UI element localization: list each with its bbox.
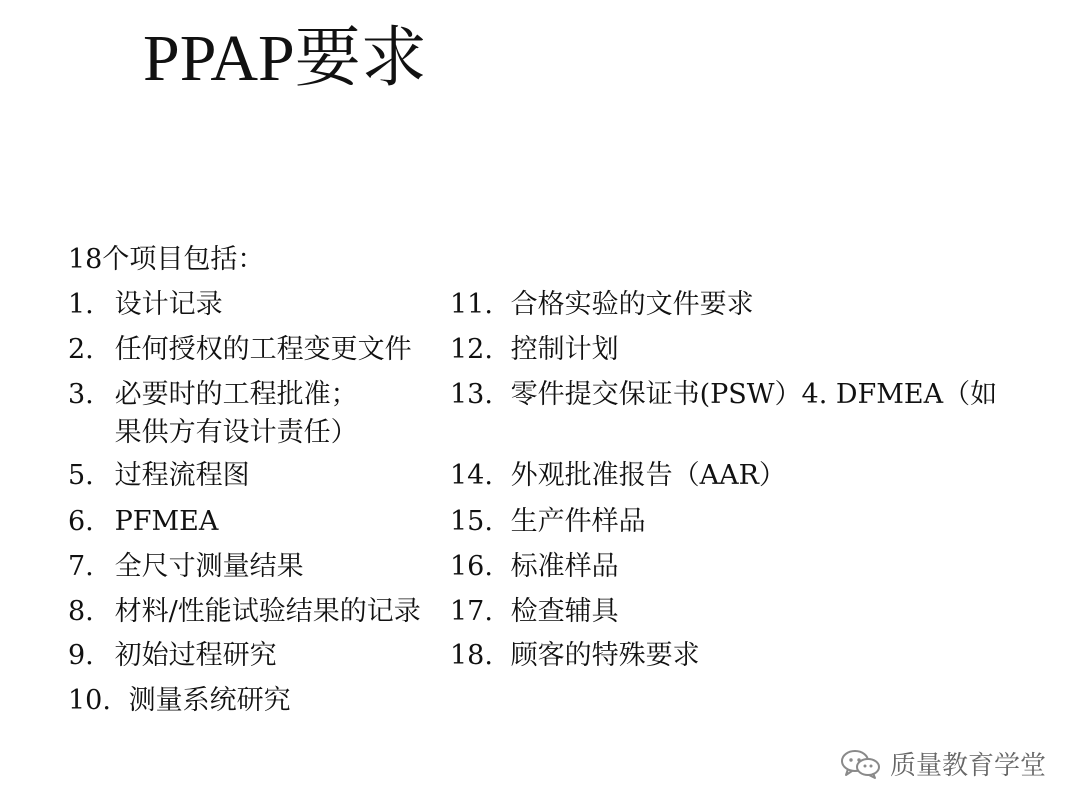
list-item <box>450 460 786 492</box>
item-text: PFMEA <box>114 506 219 537</box>
list-item <box>68 685 291 717</box>
list-item <box>450 551 619 583</box>
list-item-continuation <box>68 417 358 449</box>
item-number: 8. <box>68 596 94 627</box>
item-text: 测量系统研究 <box>128 685 291 716</box>
item-text: 外观批准报告（AAR） <box>510 460 786 491</box>
item-text: 标准样品 <box>510 551 619 582</box>
item-number: 14. <box>450 460 493 491</box>
list-item <box>450 506 646 538</box>
item-text: 过程流程图 <box>114 460 250 491</box>
item-text: 初始过程研究 <box>114 640 277 671</box>
list-item <box>68 640 277 672</box>
item-number: 12. <box>450 334 493 365</box>
list-item <box>68 334 412 366</box>
item-number: 17. <box>450 596 493 627</box>
list-item <box>68 460 250 492</box>
items-intro: 18个项目包括： <box>68 244 265 275</box>
item-number: 16. <box>450 551 493 582</box>
item-text: 设计记录 <box>114 289 223 320</box>
item-number: 1. <box>68 289 94 320</box>
list-item <box>68 596 421 628</box>
list-item <box>68 379 358 411</box>
list-item <box>68 289 223 321</box>
item-number: 11. <box>450 289 493 320</box>
item-text: 全尺寸测量结果 <box>114 551 304 582</box>
list-item <box>450 596 619 628</box>
page-title: PPAP要求 <box>143 22 427 95</box>
item-text: 零件提交保证书(PSW）4. DFMEA（如 <box>510 379 998 410</box>
item-number: 18. <box>450 640 493 671</box>
item-number: 5. <box>68 460 94 491</box>
list-item <box>450 379 997 411</box>
item-number: 10. <box>68 685 111 716</box>
item-number: 15. <box>450 506 493 537</box>
watermark-text: 质量教育学堂 <box>889 751 1046 781</box>
item-text: 顾客的特殊要求 <box>510 640 700 671</box>
list-item <box>450 334 619 366</box>
item-text: 检查辅具 <box>510 596 619 627</box>
item-text: 任何授权的工程变更文件 <box>114 334 412 365</box>
item-number: 2. <box>68 334 94 365</box>
item-text: 必要时的工程批准； <box>114 379 358 410</box>
item-number: 9. <box>68 640 94 671</box>
item-number: 13. <box>450 379 493 410</box>
item-number: 3. <box>68 379 94 410</box>
wechat-icon <box>838 748 882 780</box>
item-text: 合格实验的文件要求 <box>510 289 754 320</box>
item-text: 果供方有设计责任） <box>114 417 358 448</box>
watermark <box>838 745 1046 782</box>
list-item <box>450 289 754 321</box>
item-text: 生产件样品 <box>510 506 646 537</box>
item-number: 6. <box>68 506 94 537</box>
item-text: 控制计划 <box>510 334 619 365</box>
list-item <box>68 551 304 583</box>
item-text: 材料/性能试验结果的记录 <box>114 596 421 627</box>
item-number: 7. <box>68 551 94 582</box>
list-item <box>68 506 218 538</box>
list-item <box>450 640 700 672</box>
